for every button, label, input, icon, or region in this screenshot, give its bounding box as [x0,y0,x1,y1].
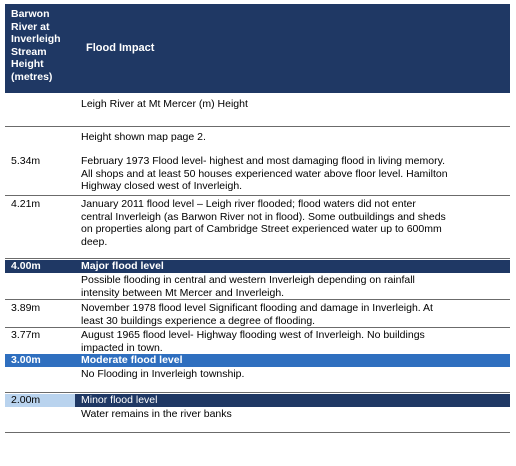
impact-line: All shops and at least 50 houses experienced water above floor level. Hamilton [81,167,448,180]
height-cell: 5.34m [11,155,41,167]
header-line: Barwon [11,8,50,20]
header-line: Height [11,58,44,70]
height-cell: 3.89m [11,302,41,314]
impact-cell: Minor flood level [75,394,510,407]
impact-line: impacted in town. [81,341,163,354]
impact-line: central Inverleigh (as Barwon River not in flood). Some outbuildings and sheds [81,210,446,223]
impact-cell [75,329,510,354]
header-line: (metres) [11,70,53,83]
height-cell [5,98,75,113]
impact-cell: Water remains in the river banks [81,408,232,420]
impact-line: Possible flooding in central and western Inverleigh depending on rainfall [81,274,415,286]
impact-line: November 1978 flood level Significant flooding and damage in Inverleigh. At [81,302,433,314]
header-line: Stream [11,45,47,58]
table-row [5,273,510,299]
impact-line: least 30 buildings experience a degree of flooding. [81,314,316,327]
table-row [5,93,510,113]
table-row [5,407,510,422]
height-cell [5,274,75,299]
impact-cell [75,302,510,327]
height-cell: 2.00m [11,394,41,406]
height-cell: 4.21m [11,198,41,210]
table-row [5,127,510,151]
height-cell [5,408,75,422]
row-divider [5,258,510,259]
impact-line: August 1965 flood level- Highway flooding west of Inverleigh. No buildings [81,329,425,341]
impact-cell: No Flooding in Inverleigh township. [81,368,245,380]
impact-cell: Height shown map page 2. [81,131,206,143]
impact-line: February 1973 Flood level- highest and most damaging flood in living memory. [81,155,445,167]
table-row [5,300,510,327]
impact-cell: Moderate flood level [81,354,183,366]
header-line: Inverleigh [11,33,61,45]
height-cell: 4.00m [11,260,41,272]
flood-impact-header: Flood Impact [86,42,155,54]
table-row [5,151,510,195]
impact-cell [75,155,510,195]
minor-flood-band [5,394,510,407]
impact-cell [75,198,510,250]
header-line: River at [11,20,50,33]
height-cell [5,368,75,382]
moderate-flood-band [5,354,510,367]
major-flood-band [5,260,510,273]
height-cell [5,131,75,151]
impact-cell: Leigh River at Mt Mercer (m) Height [81,98,248,110]
impact-line: intensity between Mt Mercer and Inverleigh. [81,286,285,299]
impact-cell: Major flood level [81,260,164,272]
impact-line: Highway closed west of Inverleigh. [81,180,243,192]
table-header [5,4,510,93]
stream-height-header [5,4,75,92]
height-cell: 3.00m [11,354,41,366]
impact-cell [75,274,510,299]
height-cell: 3.77m [11,329,41,341]
impact-line: on properties along part of Cambridge Street experienced water up to 600mm [81,223,442,235]
row-divider [5,392,510,393]
flood-impact-table [5,4,510,433]
table-row [5,328,510,354]
row-divider [5,432,510,433]
table-row [5,367,510,382]
impact-line: deep. [81,235,108,248]
impact-line: January 2011 flood level – Leigh river flooded; flood waters did not enter [81,198,416,210]
table-row [5,196,510,250]
